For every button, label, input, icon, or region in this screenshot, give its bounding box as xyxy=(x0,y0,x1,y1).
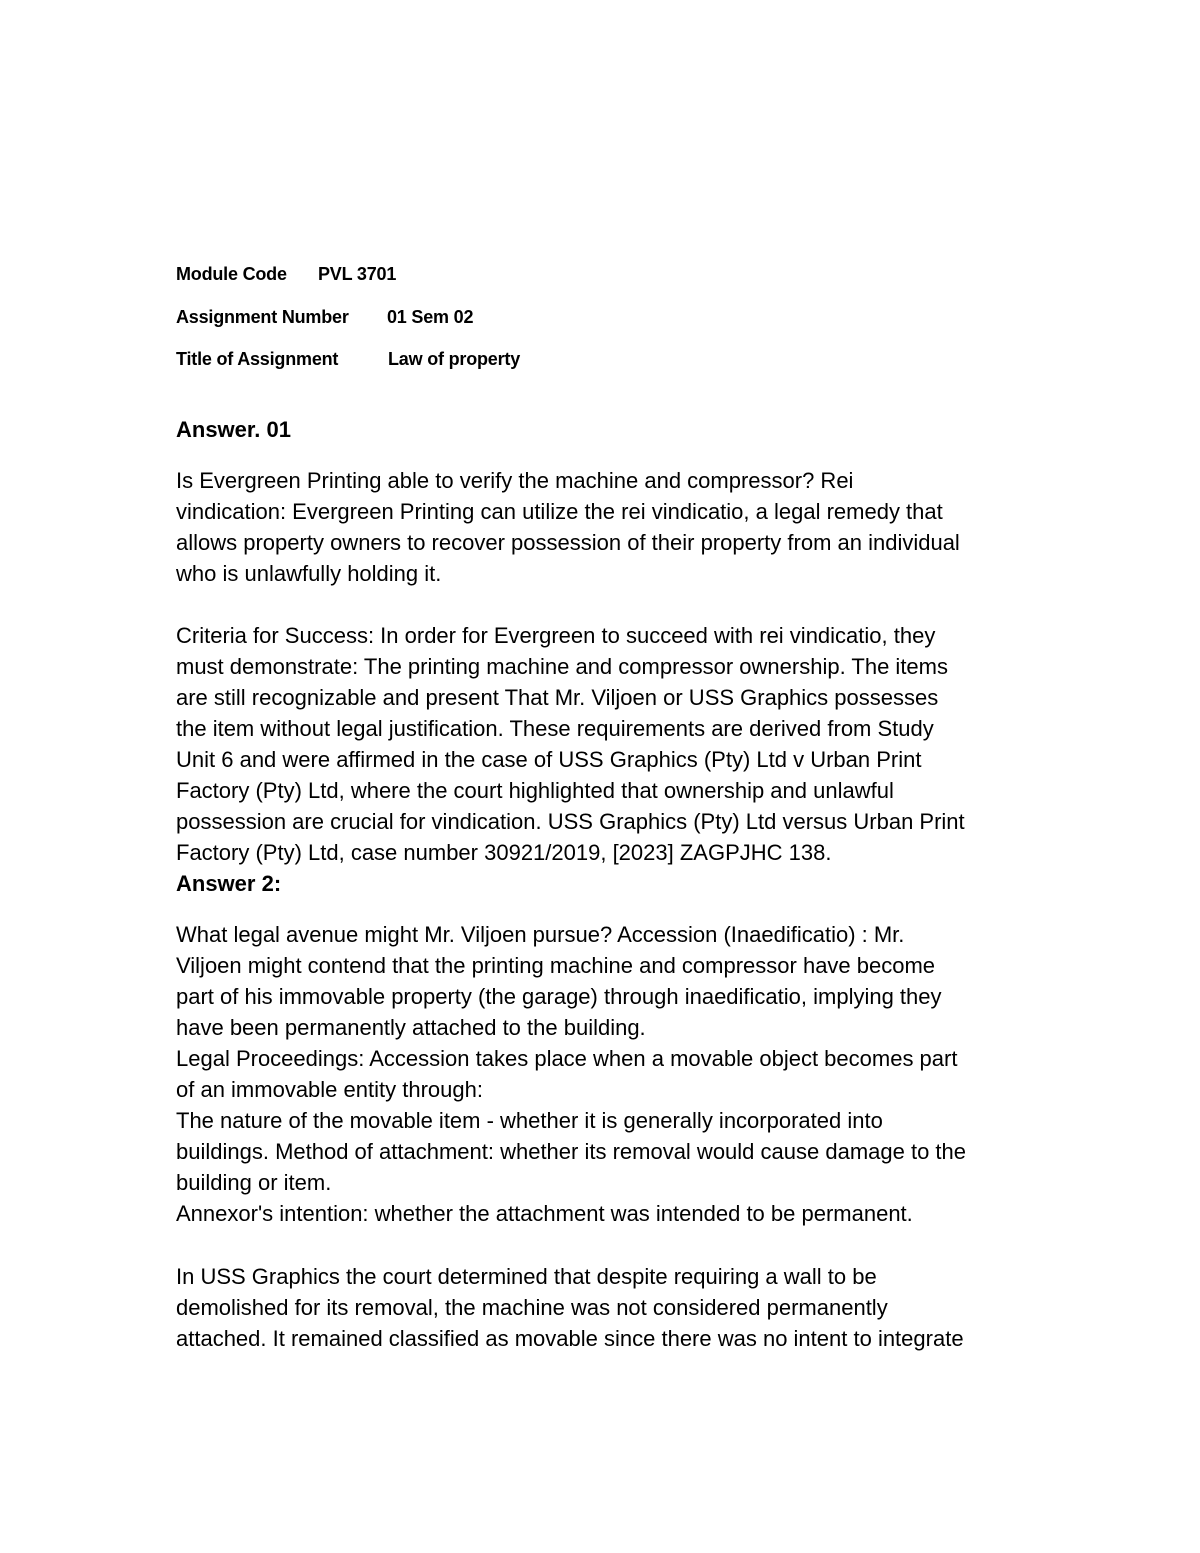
assignment-number-label: Assignment Number xyxy=(176,307,349,327)
text-line: Criteria for Success: In order for Evergreen to succeed with rei vindicatio, they xyxy=(176,623,936,648)
text-line: Factory (Pty) Ltd, case number 30921/2019, [2023] ZAGPJHC 138. xyxy=(176,840,832,865)
answer-2-heading: Answer 2: xyxy=(176,871,282,896)
text-line: attached. It remained classified as movable since there was no intent to integrate xyxy=(176,1326,964,1351)
assignment-title-row xyxy=(176,349,521,370)
assignment-title-value: Law of property xyxy=(388,349,521,369)
module-code-row xyxy=(176,264,397,285)
text-line: The nature of the movable item - whether it is generally incorporated into xyxy=(176,1108,883,1133)
text-line: who is unlawfully holding it. xyxy=(176,561,442,586)
text-line: demolished for its removal, the machine was not considered permanently xyxy=(176,1295,888,1320)
assignment-number-row xyxy=(176,307,474,328)
text-line: vindication: Evergreen Printing can utilize the rei vindicatio, a legal remedy that xyxy=(176,499,943,524)
module-code-value: PVL 3701 xyxy=(318,264,397,284)
answer-1-paragraph-2 xyxy=(176,620,1036,868)
text-line: In USS Graphics the court determined that despite requiring a wall to be xyxy=(176,1264,877,1289)
text-line: part of his immovable property (the garage) through inaedificatio, implying they xyxy=(176,984,942,1009)
text-line: Legal Proceedings: Accession takes place when a movable object becomes part xyxy=(176,1046,958,1071)
text-line: Annexor's intention: whether the attachment was intended to be permanent. xyxy=(176,1201,913,1226)
text-line: of an immovable entity through: xyxy=(176,1077,483,1102)
text-line: allows property owners to recover possession of their property from an individual xyxy=(176,530,960,555)
module-code-label: Module Code xyxy=(176,264,287,284)
answer-1-paragraph-1 xyxy=(176,465,1036,589)
text-line: Viljoen might contend that the printing machine and compressor have become xyxy=(176,953,936,978)
text-line: Is Evergreen Printing able to verify the machine and compressor? Rei xyxy=(176,468,854,493)
assignment-number-value: 01 Sem 02 xyxy=(387,307,474,327)
text-line: Factory (Pty) Ltd, where the court highlighted that ownership and unlawful xyxy=(176,778,894,803)
answer-2-paragraph-1 xyxy=(176,919,1036,1229)
text-line: building or item. xyxy=(176,1170,332,1195)
answer-2-paragraph-2 xyxy=(176,1261,1036,1354)
text-line: What legal avenue might Mr. Viljoen pursue? Accession (Inaedificatio) : Mr. xyxy=(176,922,905,947)
text-line: are still recognizable and present That Mr. Viljoen or USS Graphics possesses xyxy=(176,685,939,710)
text-line: have been permanently attached to the building. xyxy=(176,1015,646,1040)
text-line: Unit 6 and were affirmed in the case of USS Graphics (Pty) Ltd v Urban Print xyxy=(176,747,922,772)
text-line: buildings. Method of attachment: whether its removal would cause damage to the xyxy=(176,1139,967,1164)
answer-1-heading: Answer. 01 xyxy=(176,417,291,442)
text-line: the item without legal justification. These requirements are derived from Study xyxy=(176,716,934,741)
text-line: must demonstrate: The printing machine and compressor ownership. The items xyxy=(176,654,948,679)
text-line: possession are crucial for vindication. USS Graphics (Pty) Ltd versus Urban Print xyxy=(176,809,965,834)
assignment-title-label: Title of Assignment xyxy=(176,349,339,369)
